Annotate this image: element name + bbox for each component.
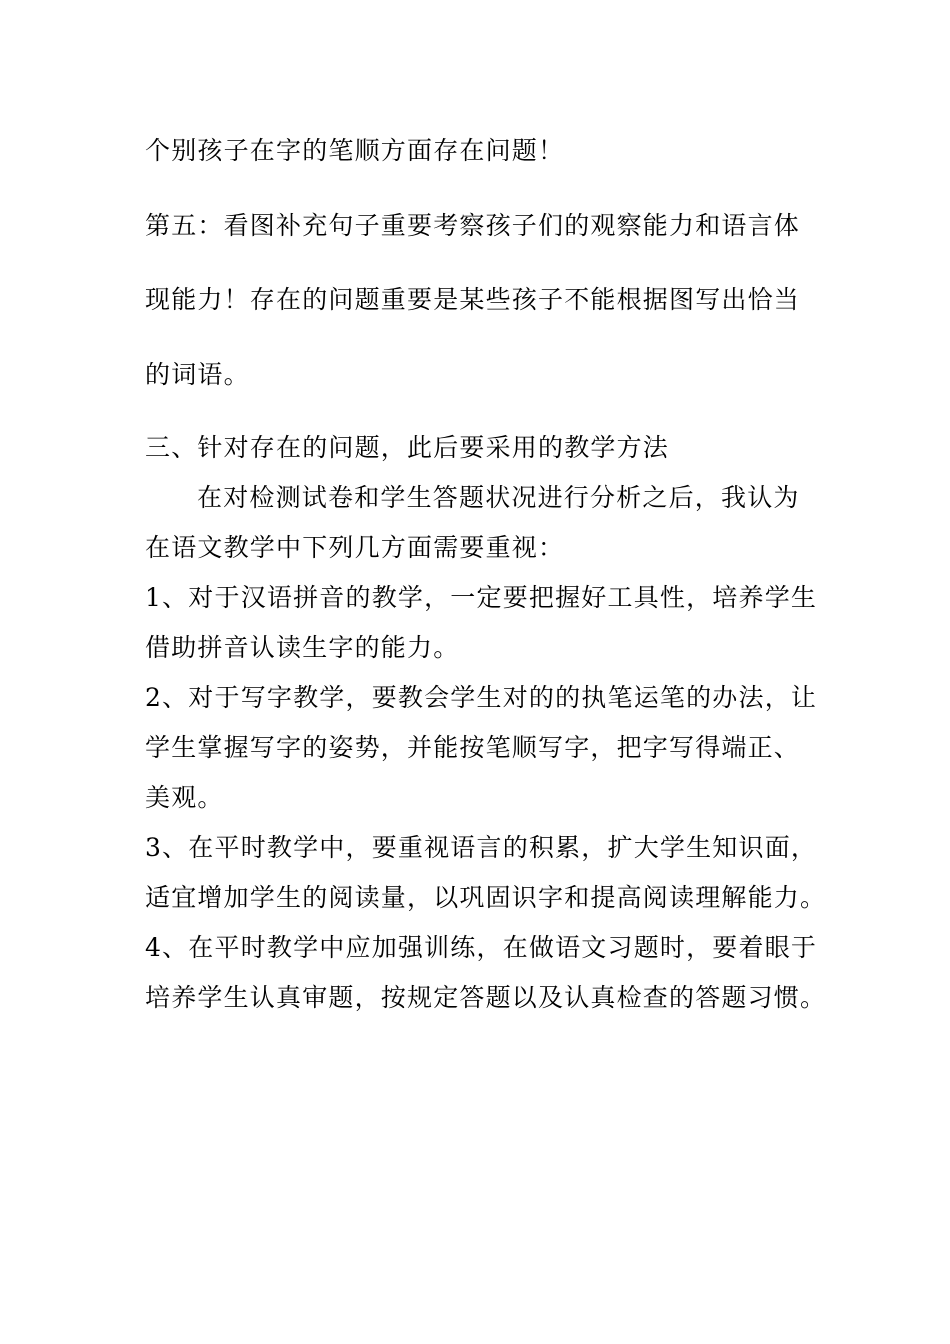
text-line: 借助拼音认读生字的能力。 [145,633,460,662]
text-line: 美观。 [145,783,224,812]
text-line: 学生掌握写字的姿势，并能按笔顺写字，把字写得端正、 [145,733,801,762]
text-line: 个别孩子在字的笔顺方面存在问题！ [145,136,565,165]
list-item: 4、在平时教学中应加强训练，在做语文习题时，要着眼于 [145,933,818,962]
text-line: 在语文教学中下列几方面需要重视： [145,533,565,562]
list-item: 2、对于写字教学，要教会学生对的的执笔运笔的办法，让 [145,683,818,712]
list-item: 3、在平时教学中，要重视语言的积累，扩大学生知识面， [145,833,818,862]
text-line: 培养学生认真审题，按规定答题以及认真检查的答题习惯。 [145,983,827,1012]
text-line: 的词语。 [145,360,250,389]
text-line: 在对检测试卷和学生答题状况进行分析之后，我认为 [197,483,800,512]
text-line: 适宜增加学生的阅读量，以巩固识字和提高阅读理解能力。 [145,883,827,912]
list-item: 1、对于汉语拼音的教学，一定要把握好工具性，培养学生 [145,583,818,612]
text-line: 第五：看图补充句子重要考察孩子们的观察能力和语言体 [145,211,801,240]
text-line: 现能力！存在的问题重要是某些孩子不能根据图写出恰当 [145,285,801,314]
section-heading: 三、针对存在的问题，此后要采用的教学方法 [145,433,670,462]
